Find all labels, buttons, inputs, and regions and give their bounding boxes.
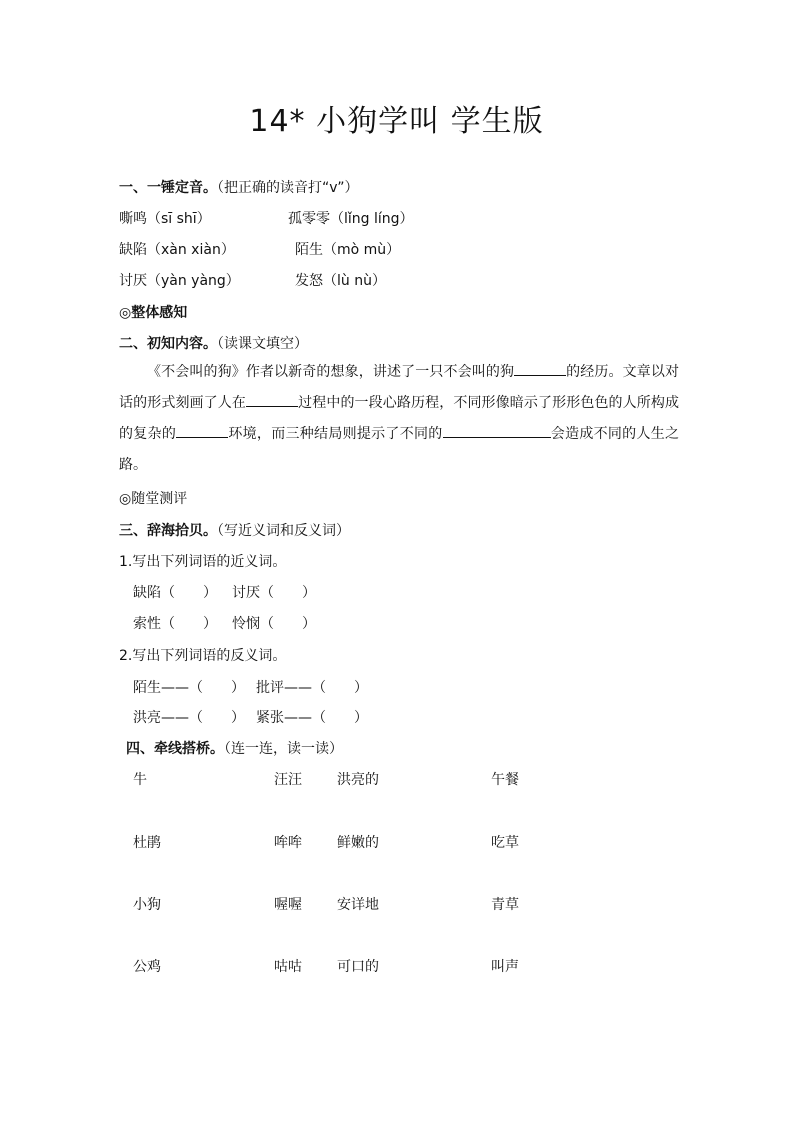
match-noun[interactable]: 吃草: [491, 835, 519, 851]
antonym-item[interactable]: 紧张——（ ）: [256, 710, 368, 726]
match-sound[interactable]: 哞哞: [274, 835, 302, 851]
pinyin-item: [119, 208, 211, 228]
section1-heading: 一、一锤定音。: [119, 180, 217, 196]
fill-in-paragraph: [119, 357, 679, 481]
match-animal[interactable]: 杜鹃: [133, 835, 161, 851]
match-animal[interactable]: 牛: [133, 772, 147, 788]
section1-note: （把正确的读音打“v”）: [217, 180, 359, 196]
section1-heading-line: [119, 177, 359, 197]
pinyin-word: 缺陷: [119, 242, 147, 258]
match-animal[interactable]: 公鸡: [133, 959, 161, 975]
pinyin-choices: （xàn xiàn）: [147, 242, 235, 258]
match-noun[interactable]: 青草: [491, 897, 519, 913]
pinyin-word: 讨厌: [119, 273, 147, 289]
overall-perception-label: ◎整体感知: [119, 305, 188, 321]
synonym-item[interactable]: 索性（ ）: [133, 616, 217, 632]
pinyin-item: [119, 239, 235, 259]
match-adjective[interactable]: 安详地: [337, 897, 379, 913]
pinyin-choices: （mò mù）: [323, 242, 401, 258]
pinyin-item: [295, 239, 400, 259]
match-sound[interactable]: 咕咕: [274, 959, 302, 975]
blank-line[interactable]: [176, 423, 228, 438]
section3-heading-line: [119, 520, 350, 540]
antonym-question: 2.写出下列词语的反义词。: [119, 648, 287, 664]
match-sound[interactable]: 汪汪: [274, 772, 302, 788]
synonym-item[interactable]: 讨厌（ ）: [232, 585, 316, 601]
section2-note: （读课文填空）: [217, 336, 308, 352]
pinyin-item: [119, 270, 240, 290]
quiz-label: ◎随堂测评: [119, 491, 188, 507]
section3-note: （写近义词和反义词）: [217, 523, 350, 539]
pinyin-word: 发怒: [295, 273, 323, 289]
pinyin-choices: （lù nù）: [323, 273, 386, 289]
pinyin-word: 孤零零: [288, 211, 330, 227]
match-adjective[interactable]: 鲜嫩的: [337, 835, 379, 851]
section4-heading: 四、牵线搭桥。: [126, 741, 224, 757]
paragraph-text: 《不会叫的狗》作者以新奇的想象，讲述了一只不会叫的狗: [147, 364, 515, 380]
section2-heading-line: [119, 333, 308, 353]
pinyin-choices: （sī shī）: [147, 211, 211, 227]
pinyin-word: 嘶鸣: [119, 211, 147, 227]
paragraph-text: 的经历。文章以对话的形式刻画了人在: [119, 364, 680, 411]
match-adjective[interactable]: 洪亮的: [337, 772, 379, 788]
section4-heading-line: [126, 738, 343, 758]
paragraph-text: 过程中的一段心路历程，不同形像暗示了形形色色的人所构成的复杂的: [119, 395, 679, 442]
antonym-item[interactable]: 洪亮——（ ）: [133, 710, 245, 726]
pinyin-choices: （yàn yàng）: [147, 273, 240, 289]
section2-heading: 二、初知内容。: [119, 336, 217, 352]
blank-line[interactable]: [246, 392, 298, 407]
synonym-item[interactable]: 缺陷（ ）: [133, 585, 217, 601]
pinyin-word: 陌生: [295, 242, 323, 258]
section4-note: （连一连，读一读）: [224, 741, 343, 757]
match-noun[interactable]: 午餐: [491, 772, 519, 788]
blank-line[interactable]: [443, 423, 551, 438]
blank-line[interactable]: [514, 361, 566, 376]
synonym-item[interactable]: 怜悯（ ）: [232, 616, 316, 632]
match-sound[interactable]: 喔喔: [274, 897, 302, 913]
page-title: 14* 小狗学叫 学生版: [249, 104, 544, 139]
paragraph-text: 会造成不同的人生之路。: [119, 426, 680, 473]
pinyin-item: [288, 208, 414, 228]
pinyin-item: [295, 270, 386, 290]
paragraph-text: 环境，而三种结局则提示了不同的: [228, 426, 443, 442]
antonym-item[interactable]: 陌生——（ ）: [133, 680, 245, 696]
section3-heading: 三、辞海拾贝。: [119, 523, 217, 539]
match-adjective[interactable]: 可口的: [337, 959, 379, 975]
synonym-question: 1.写出下列词语的近义词。: [119, 554, 287, 570]
match-noun[interactable]: 叫声: [491, 959, 519, 975]
pinyin-choices: （lǐng líng）: [330, 211, 414, 227]
antonym-item[interactable]: 批评——（ ）: [256, 680, 368, 696]
match-animal[interactable]: 小狗: [133, 897, 161, 913]
